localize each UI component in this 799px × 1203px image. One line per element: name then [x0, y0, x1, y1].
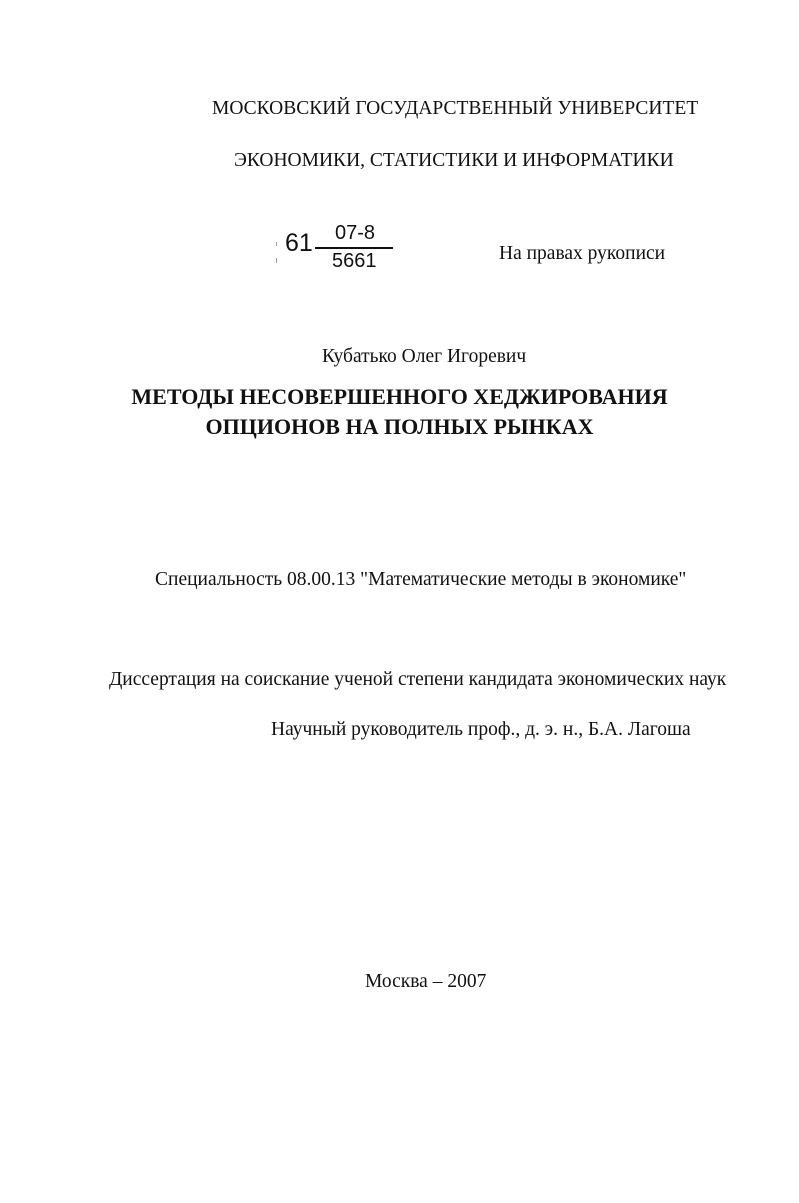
dissertation-title-line-2: ОПЦИОНОВ НА ПОЛНЫХ РЫНКАХ [205, 414, 594, 439]
stamp-prefix: 61 [285, 229, 313, 257]
dissertation-note: Диссертация на соискание ученой степени кандидата экономических наук [109, 669, 727, 690]
author-name: Кубатько Олег Игоревич [322, 346, 527, 367]
university-name-line-1: МОСКОВСКИЙ ГОСУДАРСТВЕННЫЙ УНИВЕРСИТЕТ [212, 98, 699, 119]
library-stamp [285, 222, 405, 282]
stamp-denominator: 5661 [332, 250, 377, 272]
stamp-numerator: 07-8 [335, 222, 376, 244]
rights-note: На правах рукописи [499, 243, 666, 264]
dissertation-title-line-1: МЕТОДЫ НЕСОВЕРШЕННОГО ХЕДЖИРОВАНИЯ [131, 384, 668, 409]
city-year: Москва – 2007 [365, 971, 487, 992]
scan-mark [276, 258, 277, 263]
supervisor: Научный руководитель проф., д. э. н., Б.А. Лагоша [271, 719, 691, 740]
university-name-line-2: ЭКОНОМИКИ, СТАТИСТИКИ И ИНФОРМАТИКИ [234, 150, 674, 171]
scan-mark [276, 242, 277, 246]
stamp-fraction-bar [315, 247, 393, 249]
specialty: Специальность 08.00.13 "Математические методы в экономике" [155, 569, 687, 590]
